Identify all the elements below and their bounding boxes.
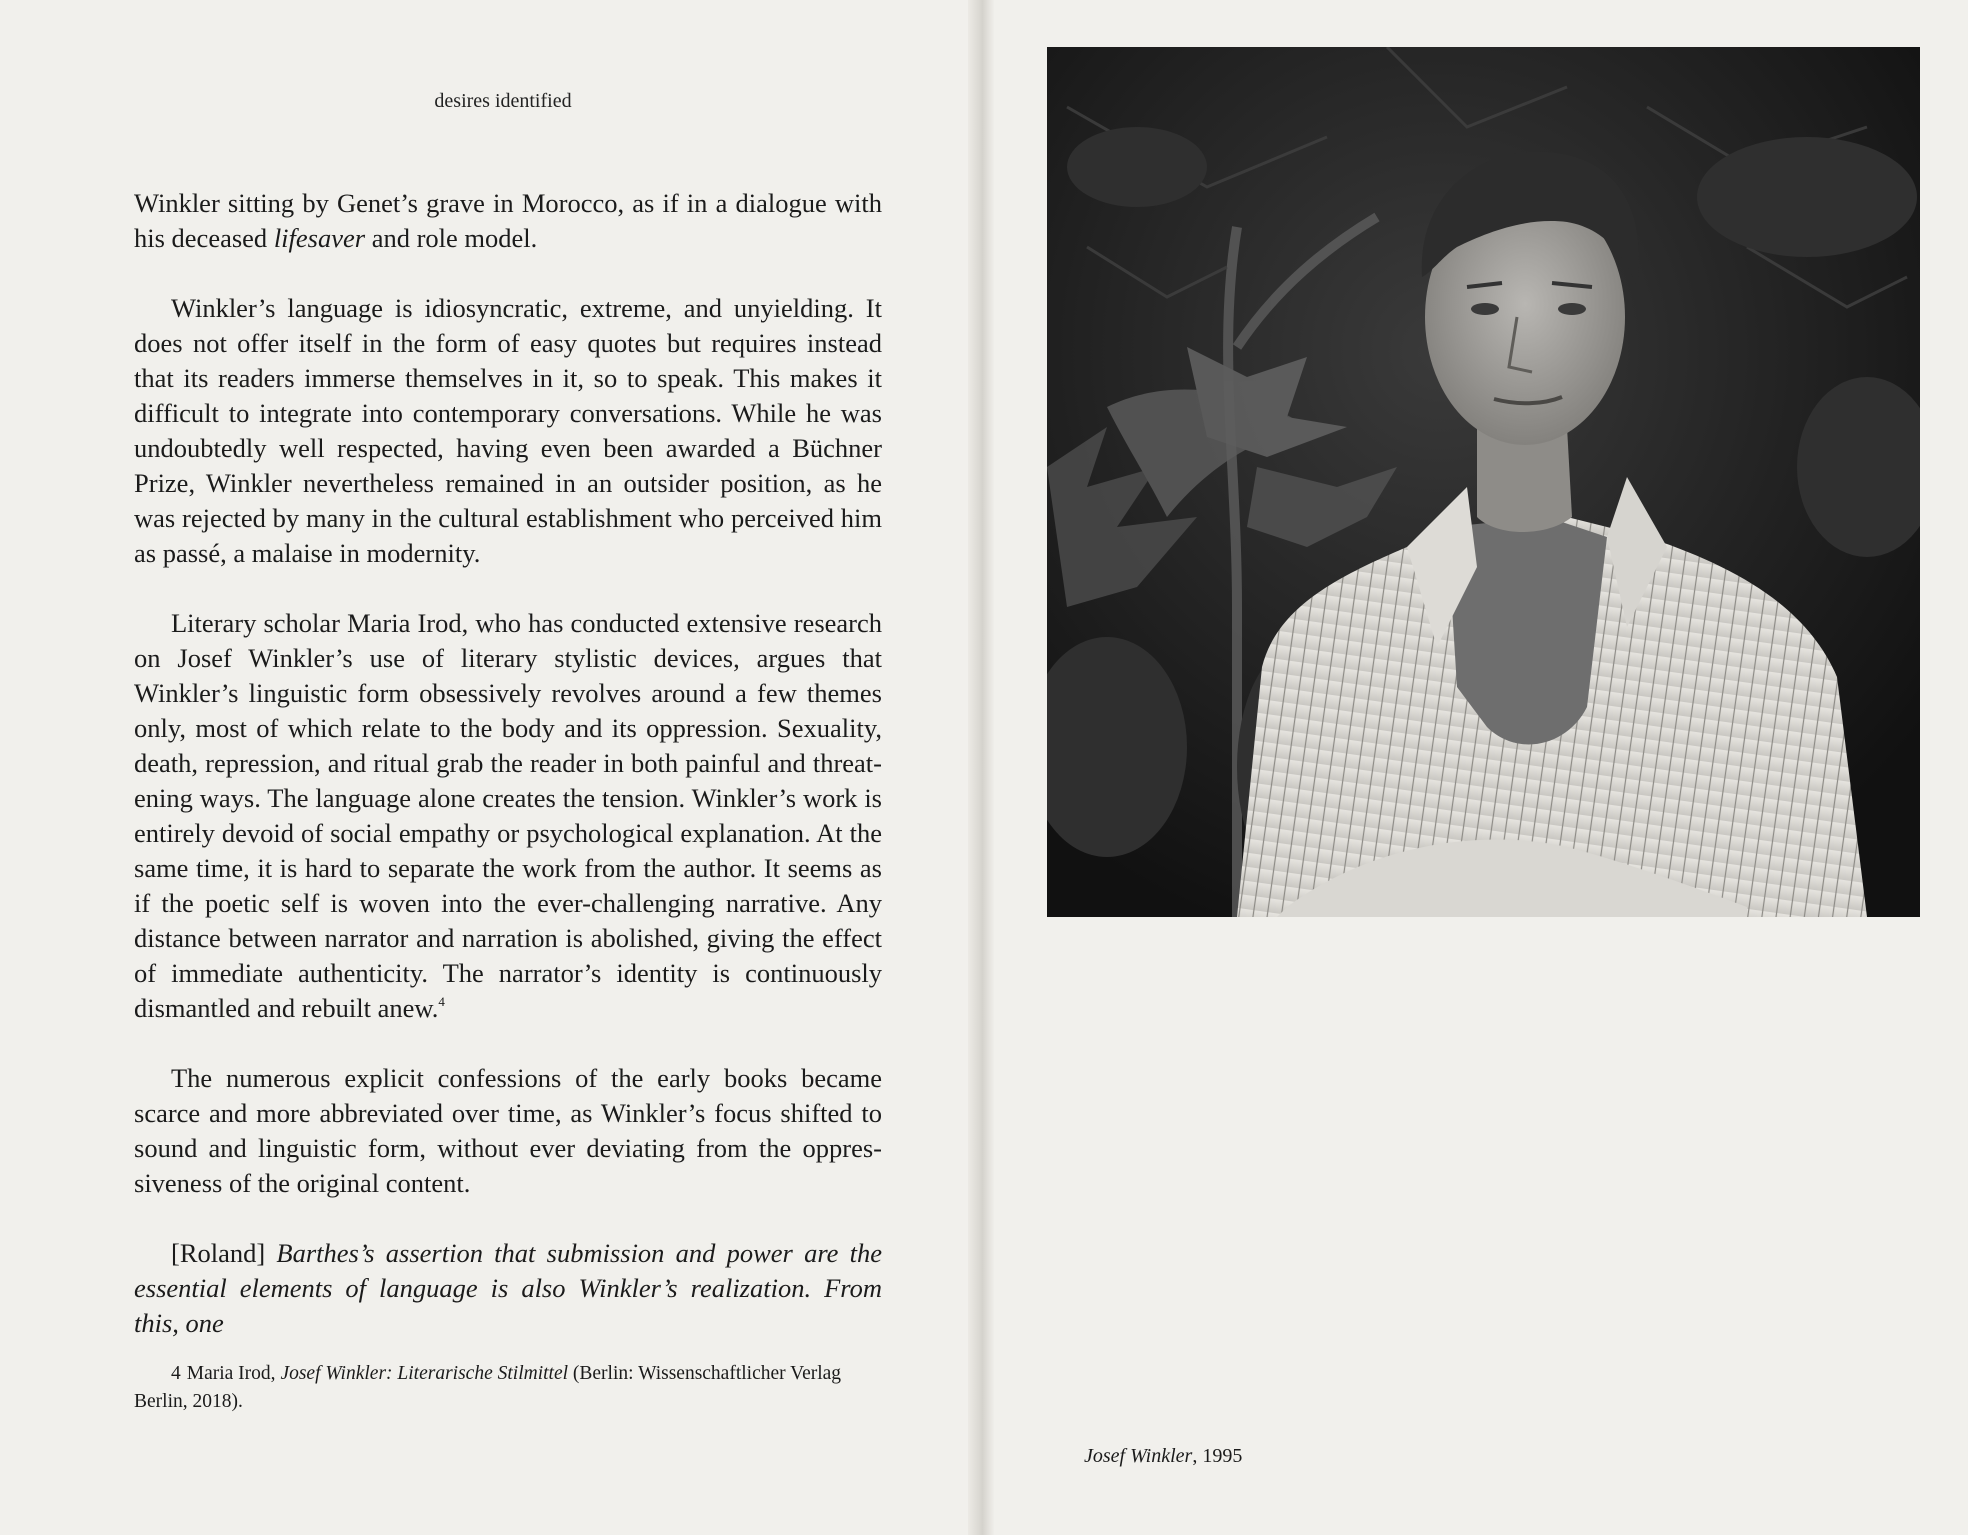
paragraph-2: Winkler’s language is idiosyncratic, extreme, and unyielding. It does not offer itself in the form of easy quotes but requires instead that its readers immerse themselves in it, so to speak. This makes it difficult to integrate into contemporary conversations. While he was undoubtedly well respected, having even been awarded a Büchner Prize, Winkler nevertheless remained in an outsider position, as he was rejected by many in the cultural establishment who perceived him as passé, a malaise in modernity. <box>134 293 882 568</box>
book-gutter <box>968 0 994 1535</box>
footnote-title: Josef Winkler: Literarische Stilmittel <box>280 1363 569 1384</box>
footnote-author: Maria Irod, <box>186 1363 276 1384</box>
footnote-number: 4 <box>171 1363 181 1384</box>
caption-year: , 1995 <box>1192 1445 1243 1467</box>
photo-caption <box>1084 1445 1242 1468</box>
portrait-image <box>1047 47 1920 917</box>
portrait-photo <box>1047 47 1920 917</box>
footnote <box>134 1360 882 1416</box>
paragraph-5: [Roland] Barthes’s assertion that submission and power are the essential elements of language is also Winkler’s realization. From this, one <box>134 1238 883 1338</box>
caption-name: Josef Winkler <box>1084 1445 1193 1467</box>
paragraph-4: The numerous explicit confessions of the early books became scarce and more abbreviated over time, as Winkler’s focus shifted to sound and linguistic form, without ever deviating from the oppressiveness of the original content. <box>134 1063 882 1198</box>
body-text <box>134 186 882 1341</box>
footnote-publication: (Berlin: Wissenschaftlicher Verlag Berlin, 2018). <box>134 1363 842 1412</box>
paragraph-3: Literary scholar Maria Irod, who has conducted extensive research on Josef Winkler’s use of literary stylistic devices, argues that Winkler’s linguistic form obsessively revolves around a few themes only, most of which relate to the body and its oppression. Sexuality, death, repression, and ritual grab the reader in both painful and threatening ways. The language alone creates the tension. Winkler’s work is entirely devoid of social empathy or psychological explanation. At the same time, it is hard to separate the work from the author. It seems as if the poetic self is woven into the ever-challenging narrative. Any distance between narrator and narration is abolished, giving the effect of immediate authenticity. The narrator’s identity is continuously dismantled and rebuilt anew.$^4$ <box>134 608 882 1023</box>
running-head: desires identified <box>434 90 572 112</box>
footnote-reference[interactable]: 4 <box>438 994 445 1009</box>
paragraph-1: Winkler sitting by Genet’s grave in Morocco, as if in a dialogue with his deceased lifesaver and role model. <box>134 188 882 253</box>
